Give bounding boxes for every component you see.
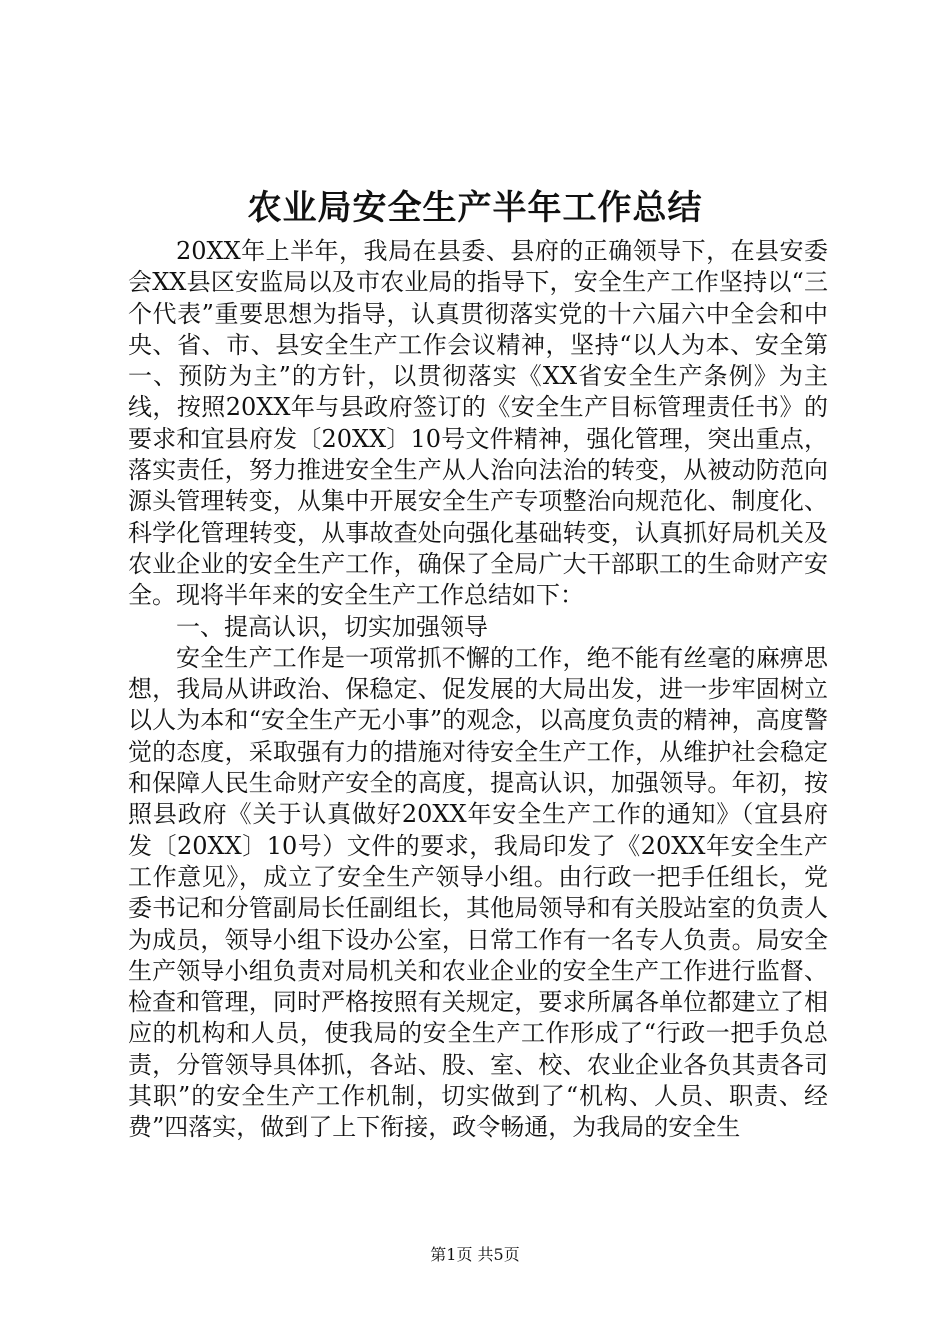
document-title: 农业局安全生产半年工作总结 [247,188,703,228]
document-body [128,236,828,1144]
page-number-footer: 第1页 共5页 [430,1245,520,1264]
paragraph-intro: 20XX年上半年，我局在县委、县府的正确领导下，在县安委会XX县区安监局以及市农业局的指导下，安全生产工作坚持以“三个代表”重要思想为指导，认真贯彻落实党的十六届六中全会和中央、省、市、县安全生产工作会议精神，坚持“以人为本、安全第一、预防为主”的方针，以贯彻落实《XX省安全生产条例》为主线，按照20XX年与县政府签订的《安全生产目标管理责任书》的要求和宜县府发〔20XX〕10号文件精神，强化管理，突出重点，落实责任，努力推进安全生产从人治向法治的转变，从被动防范向源头管理转变，从集中开展安全生产专项整治向规范化、制度化、科学化管理转变，从事故查处向强化基础转变，认真抓好局机关及农业企业的安全生产工作，确保了全局广大干部职工的生命财产安全。现将半年来的安全生产工作总结如下： [128,237,828,610]
paragraph-section-one: 安全生产工作是一项常抓不懈的工作，绝不能有丝毫的麻痹思想，我局从讲政治、保稳定、促发展的大局出发，进一步牢固树立以人为本和“安全生产无小事”的观念，以高度负责的精神，高度警觉的态度，采取强有力的措施对待安全生产工作，从维护社会稳定和保障人民生命财产安全的高度，提高认识，加强领导。年初，按照县政府《关于认真做好20XX年安全生产工作的通知》（宜县府发〔20XX〕10号）文件的要求，我局印发了《20XX年安全生产工作意见》，成立了安全生产领导小组。由行政一把手任组长，党委书记和分管副局长任副组长，其他局领导和有关股站室的负责人为成员，领导小组下设办公室，日常工作有一名专人负责。局安全生产领导小组负责对局机关和农业企业的安全生产工作进行监督、检查和管理，同时严格按照有关规定，要求所属各单位都建立了相应的机构和人员，使我局的安全生产工作形成了“行政一把手负总责，分管领导具体抓，各站、股、室、校、农业企业各负其责各司其职”的安全生产工作机制，切实做到了“机构、人员、职责、经费”四落实，做到了上下衔接，政令畅通，为我局的安全生 [128,643,828,1142]
section-heading: 一、提高认识，切实加强领导 [176,612,488,641]
